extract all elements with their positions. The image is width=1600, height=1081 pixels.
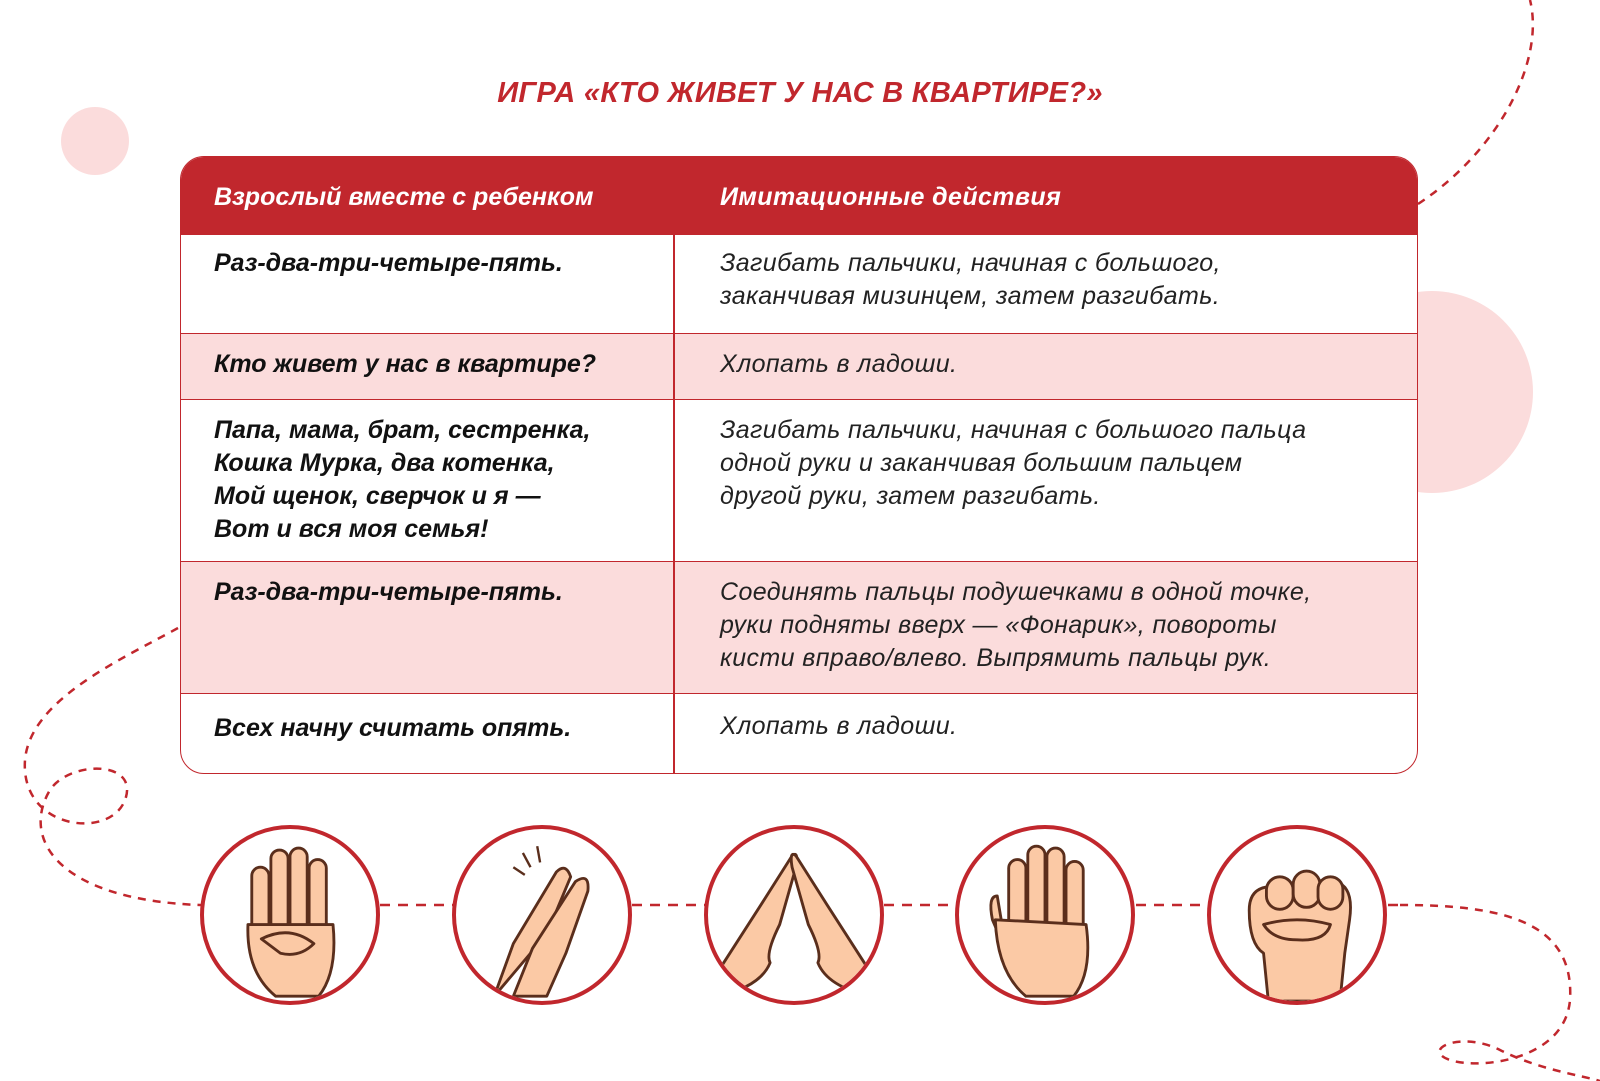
verse-cell: Кто живет у нас в квартире? (214, 350, 597, 378)
table-header (181, 157, 1417, 235)
header-adult-with-child: Взрослый вместе с ребенком (214, 183, 594, 211)
clapping-hands-icon (452, 825, 632, 1005)
rhyme-table (180, 156, 1418, 774)
table-row (181, 333, 1417, 399)
verse-cell: Всех начну считать опять. (214, 714, 572, 742)
column-divider (673, 235, 675, 774)
pink-circle-small (61, 107, 129, 175)
action-cell: Хлопать в ладоши. (720, 712, 958, 740)
dotted-path-left (25, 628, 200, 905)
header-imitation-actions: Имитационные действия (720, 183, 1062, 211)
verse-cell: Папа, мама, брат, сестренка, Кошка Мурка, два котенка, Мой щенок, сверчок и я — Вот и вся моя семья! (214, 416, 591, 543)
action-cell: Соединять пальцы подушечками в одной точке, руки подняты вверх — «Фонарик», повороты кисти вправо/влево. Выпрямить пальцы рук. (720, 578, 1312, 672)
action-cell: Загибать пальчики, начиная с большого пальца одной руки и заканчивая большим пальцем другой руки, затем разгибать. (720, 416, 1307, 510)
fist-icon (1207, 825, 1387, 1005)
table-row (181, 693, 1417, 774)
table-row (181, 561, 1417, 693)
page-title: ИГРА «КТО ЖИВЕТ У НАС В КВАРТИРЕ?» (497, 77, 1103, 109)
action-cell: Загибать пальчики, начиная с большого, заканчивая мизинцем, затем разгибать. (720, 249, 1221, 310)
dotted-path-bottom-right (1400, 905, 1600, 1081)
table-row (181, 235, 1417, 333)
action-cell: Хлопать в ладоши. (720, 350, 958, 378)
verse-cell: Раз-два-три-четыре-пять. (214, 249, 563, 277)
table-row (181, 399, 1417, 561)
verse-cell: Раз-два-три-четыре-пять. (214, 578, 563, 606)
four-fingers-hand-icon (200, 825, 380, 1005)
lantern-hands-icon (704, 825, 884, 1005)
open-palm-icon (955, 825, 1135, 1005)
